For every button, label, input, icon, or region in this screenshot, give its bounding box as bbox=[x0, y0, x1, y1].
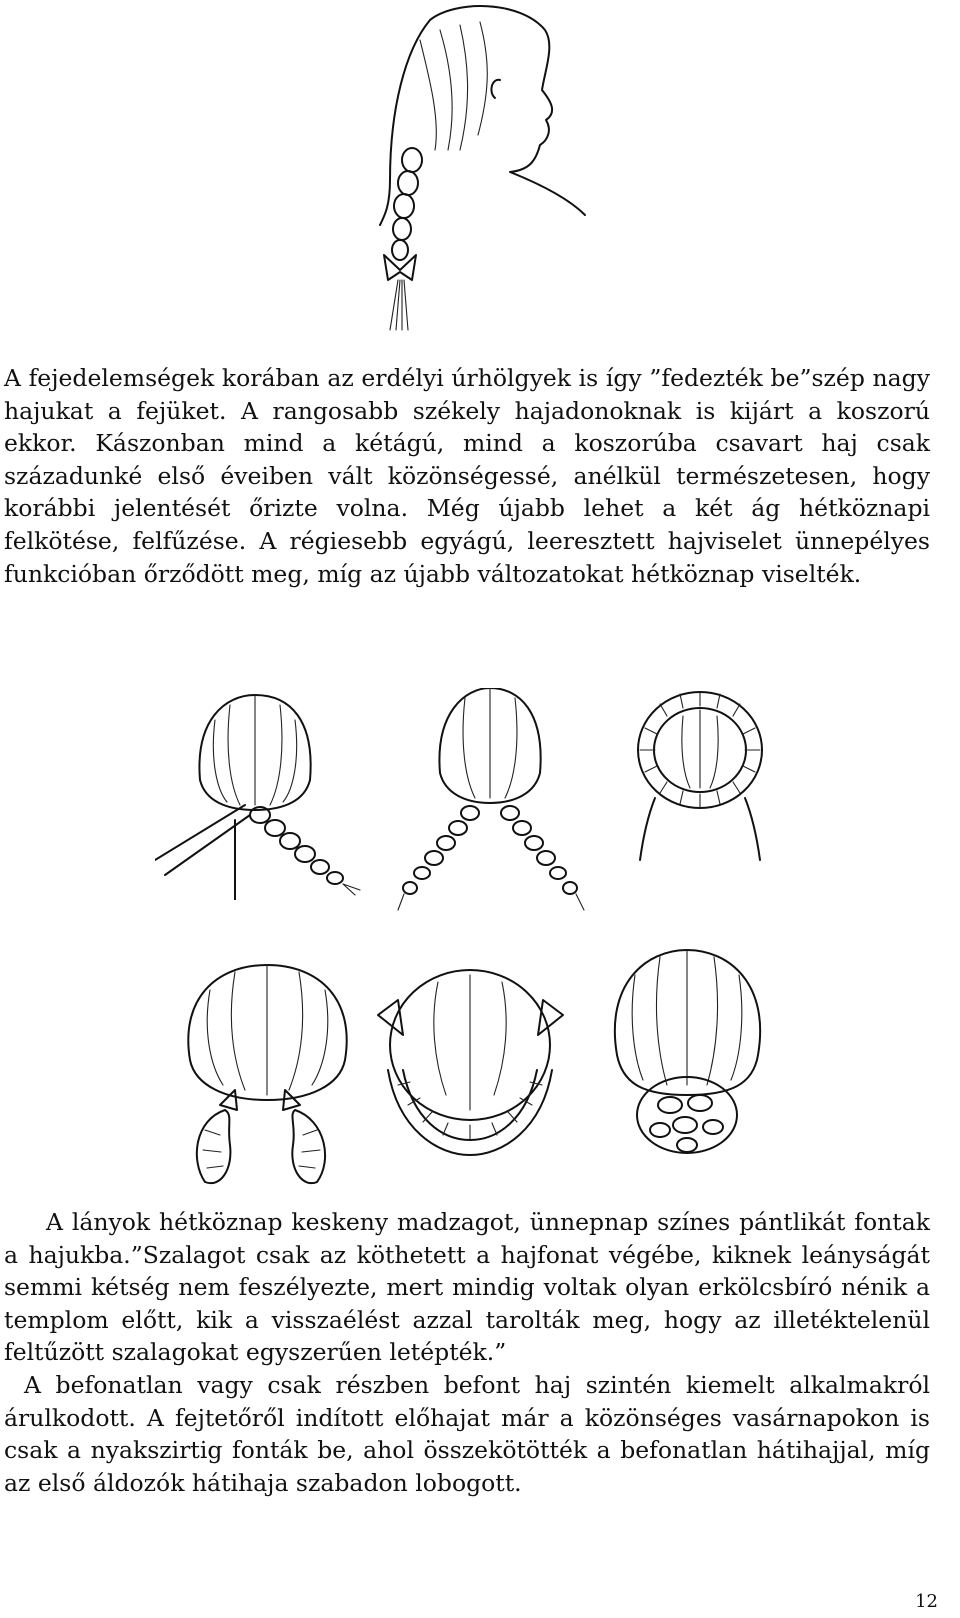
paragraph-1: A fejedelemségek korában az erdélyi úrhölgyek is így ”fedezték be”szép nagy hajukat a fejüket. A rangosabb székely hajadonoknak is kijárt a koszorú ekkor. Kászonban mind a kétágú, mind a koszorúba csavart haj csak századunké első éveiben vált közönségessé, anélkül természetesen, hogy korábbi jelentését őrizte volna. Még újabb lehet a két ág hétköznapi felkötése, felfűzése. A régiesebb egyágú, leeresztett hajviselet ünnepélyes funkcióban őrződött meg, míg az újabb változatokat hétköznap viselték. bbox=[4, 364, 930, 588]
looped-braids-with-ribbons-illustration bbox=[175, 960, 360, 1188]
paragraph-3: A befonatlan vagy csak részben befont haj szintén kiemelt alkalmakról árulkodott. A fejtetőről indított előhajat már a közönséges vasárnapokon is csak a nyakszirtig fonták be, ahol összekötötték a befonatlan hátihajjal, míg az első áldozók hátihaja szabadon lobogott. bbox=[4, 1371, 930, 1497]
paragraph-2: A lányok hétköznap keskeny madzagot, ünnepnap színes pántlikát fontak a hajukba.”Szalagot csak az köthetett a hajfonat végébe, kiknek leányságát semmi kétség nem feszélyezte, mert mindig voltak olyan erkölcsbíró nénik a templom előtt, kik a visszaélést azzal tarolták meg, hogy az illetéktelenül feltűzött szalagokat egyszerűen letépték.” bbox=[4, 1208, 930, 1367]
profile-single-braid-illustration bbox=[360, 0, 600, 335]
two-hanging-braids-illustration bbox=[370, 688, 610, 913]
braided-wreath-with-bows-illustration bbox=[368, 960, 573, 1160]
braided-bun-illustration bbox=[605, 945, 770, 1173]
page-number: 12 bbox=[915, 1591, 938, 1612]
braided-crown-illustration bbox=[625, 688, 775, 863]
two-crossed-braids-illustration bbox=[155, 690, 365, 900]
